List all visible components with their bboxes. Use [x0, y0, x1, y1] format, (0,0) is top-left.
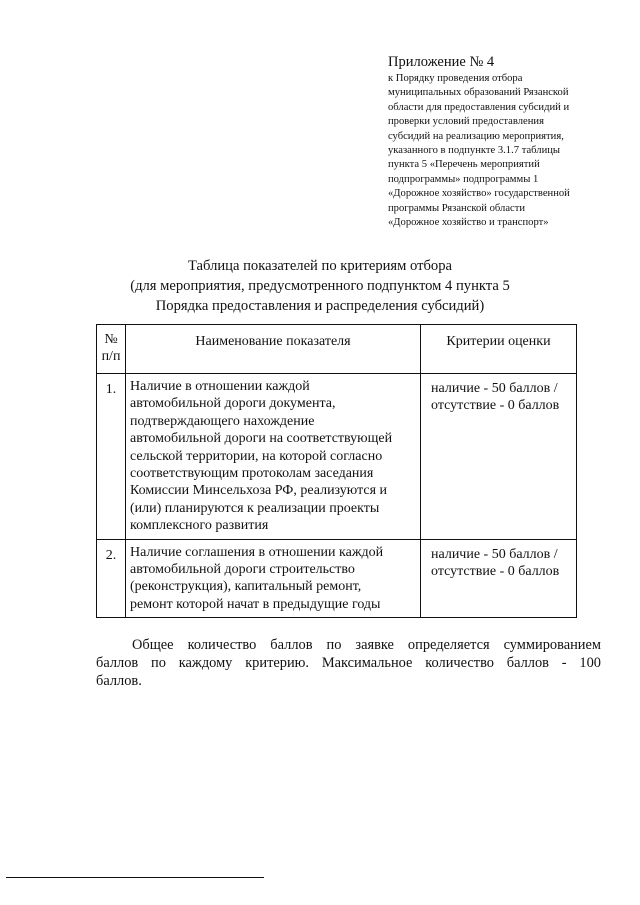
criteria-line: отсутствие - 0 баллов: [431, 564, 560, 580]
name-line: сельской территории, на которой согласно: [130, 448, 383, 464]
table-row: [97, 374, 577, 540]
name-line: (реконструкция), капитальный ремонт,: [130, 579, 362, 595]
header-num-abbrev: п/п: [101, 349, 121, 364]
header-criteria: Критерии оценки: [421, 325, 577, 374]
table-heading: [0, 256, 640, 316]
name-line: автомобильной дороги строительство: [130, 562, 355, 578]
name-line: (или) планируются к реализации проекты: [130, 500, 380, 516]
name-line: ремонт которой начат в предыдущие годы: [130, 596, 381, 612]
appendix-line: «Дорожное хозяйство и транспорт»: [388, 217, 549, 229]
heading-subtitle: Порядка предоставления и распределения субсидий): [155, 298, 485, 314]
appendix-title: Приложение № 4: [388, 54, 495, 70]
appendix-block: [388, 54, 628, 230]
footnote-divider: [6, 877, 264, 878]
table-row: [97, 539, 577, 618]
summary-line: баллов.: [96, 673, 142, 689]
row-number: 2.: [97, 539, 126, 618]
name-line: подтверждающего нахождение: [130, 413, 315, 429]
name-line: автомобильной дороги документа,: [130, 396, 336, 412]
appendix-line: указанного в подпункте 3.1.7 таблицы: [388, 145, 561, 157]
summary-line: баллов по каждому критерию. Максимальное количество баллов - 100: [96, 655, 601, 671]
name-line: автомобильной дороги на соответствующей: [130, 431, 393, 447]
row-criteria: [421, 539, 577, 618]
row-indicator-name: [126, 374, 421, 540]
criteria-line: отсутствие - 0 баллов: [431, 398, 560, 414]
summary-paragraph: [96, 636, 601, 690]
name-line: Комиссии Минсельхоза РФ, реализуются и: [130, 483, 388, 499]
appendix-line: подпрограммы» подпрограммы 1: [388, 173, 539, 185]
header-num-symbol: №: [104, 332, 118, 347]
criteria-line: наличие - 50 баллов /: [431, 381, 558, 396]
criteria-line: наличие - 50 баллов /: [431, 546, 558, 562]
row-number: 1.: [97, 374, 126, 540]
name-line: Наличие соглашения в отношении каждой: [130, 544, 384, 560]
appendix-line: области для предоставления субсидий и: [388, 101, 570, 113]
appendix-line: программы Рязанской области: [388, 202, 526, 214]
table-header-row: [97, 325, 577, 374]
appendix-line: к Порядку проведения отбора: [388, 73, 523, 84]
appendix-line: субсидий на реализацию мероприятия,: [388, 130, 564, 142]
criteria-table: [96, 324, 577, 618]
row-criteria: [421, 374, 577, 540]
row-indicator-name: [126, 539, 421, 618]
appendix-line: муниципальных образований Рязанской: [388, 87, 569, 99]
name-line: комплексного развития: [130, 518, 269, 534]
header-name: Наименование показателя: [126, 325, 421, 374]
appendix-line: «Дорожное хозяйство» государственной: [388, 188, 570, 200]
header-num: [97, 325, 126, 374]
summary-line: Общее количество баллов по заявке определяется суммированием: [132, 637, 601, 653]
appendix-line: пункта 5 «Перечень мероприятий: [388, 159, 540, 171]
heading-title: Таблица показателей по критериям отбора: [188, 258, 452, 274]
name-line: Наличие в отношении каждой: [130, 379, 310, 394]
appendix-line: проверки условий предоставления: [388, 116, 544, 128]
heading-subtitle: (для мероприятия, предусмотренного подпунктом 4 пункта 5: [130, 278, 510, 294]
name-line: соответствующим протоколам заседания: [130, 466, 374, 482]
